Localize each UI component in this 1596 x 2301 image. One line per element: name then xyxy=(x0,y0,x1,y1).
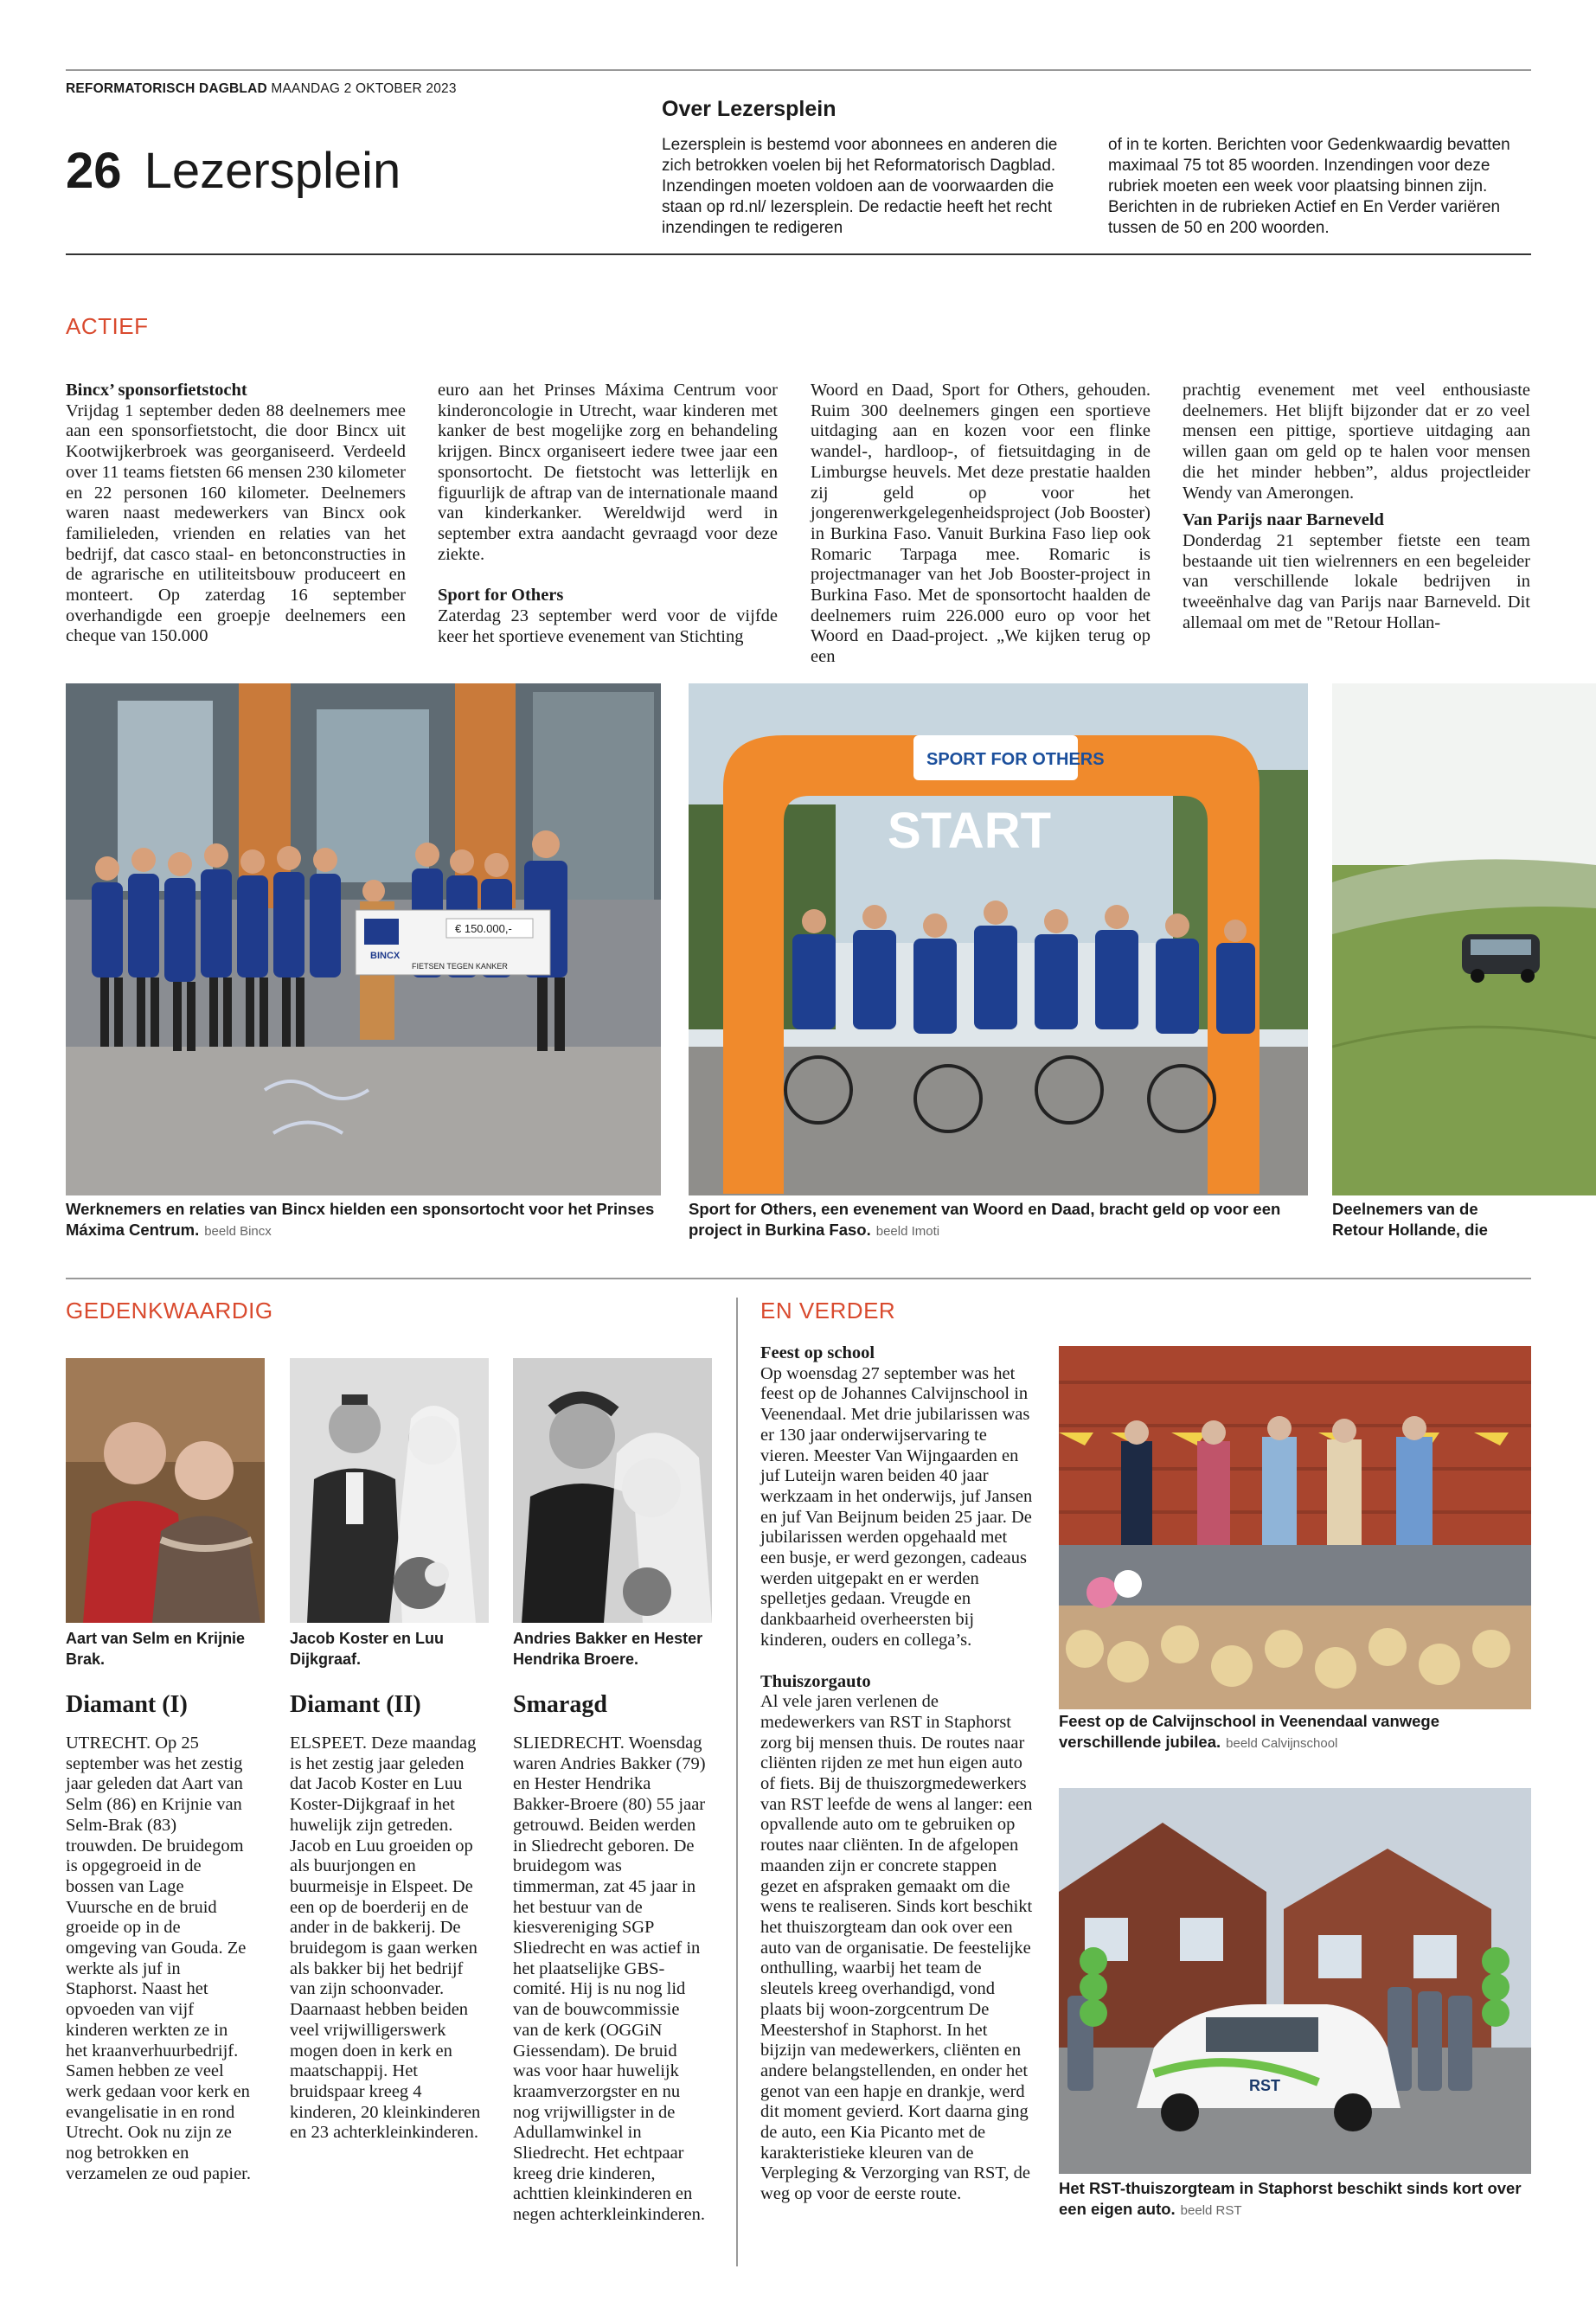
photo-sport-for-others xyxy=(689,683,1308,1195)
article-heading-sport-for-others: Sport for Others xyxy=(438,586,564,606)
banner-start: START xyxy=(888,803,1052,859)
section-divider xyxy=(66,1278,1531,1279)
issue-date: MAANDAG 2 OKTOBER 2023 xyxy=(271,81,457,96)
section-title-en-verder: EN VERDER xyxy=(760,1298,896,1324)
portrait-jacob-luu xyxy=(290,1358,489,1623)
photo-caption-retour-hollande: Deelnemers van de Retour Hollande, die xyxy=(1332,1200,1488,1239)
paper-name: REFORMATORISCH DAGBLAD xyxy=(66,81,267,96)
photo-caption-rst xyxy=(1059,2178,1531,2221)
photo-caption-sport-for-others xyxy=(689,1199,1308,1242)
portrait-caption: Aart van Selm en Krijnie Brak. xyxy=(66,1630,246,1668)
actief-column-1 xyxy=(66,381,406,647)
portrait-caption: Andries Bakker en Hester Hendrika Broere. xyxy=(513,1630,703,1668)
photo-credit: beeld Bincx xyxy=(204,1224,272,1239)
caption-text: Feest op de Calvijnschool in Veenendaal vanwege verschillende jubilea. xyxy=(1059,1712,1440,1751)
article-body: Op woensdag 27 september was het feest op de Johannes Calvijnschool in Veenendaal. Met drie jubilarissen was er 130 jaar onderwijservaring te vieren. Meester Van Wijngaarden en juf Luteijn waren beiden 40 jaar werkzaam in het onderwijs, juf Jansen en juf Van Beijnum beiden 25 jaar. De jubilarissen werden opgehaald met een busje, er werd gezongen, cadeaus werden uitgepakt en er werden spelletjes gedaan. Vreugde en dankbaarheid overheersten bij kinderen, ouders en collega’s. xyxy=(760,1363,1033,1650)
article-body: ELSPEET. Deze maandag is het zestig jaar geleden dat Jacob Koster en Luu Koster-Dijkgraaf in het huwelijk zijn getreden. Jacob en Luu groeiden op als buurjongen en buurmeisje in Elspeet. De een op de boerderij en de ander in de bakkerij. De bruidegom is gaan werken als bakker bij het bedrijf van zijn schoonvader. Daarnaast hebben beiden veel vrijwilligerswerk mogen doen in kerk en maatschappij. Het bruidspaar kreeg 4 kinderen, 20 kleinkinderen en 23 achterkleinkinderen. xyxy=(290,1734,481,2143)
caption-text: Sport for Others, een evenement van Woord en Daad, bracht geld op voor een project in Burkina Faso. xyxy=(689,1200,1281,1239)
masthead-rule xyxy=(66,253,1531,255)
top-rule xyxy=(66,69,1531,71)
article-body: Donderdag 21 september fietste een team bestaande uit tien wielrenners en een begeleider van verschillende lokale bedrijven in tweeënhalve dag van Parijs naar Barneveld. Dit allemaal om met de "Retour Hollan- xyxy=(1183,530,1530,632)
article-heading-feest-op-school: Feest op school xyxy=(760,1343,875,1362)
portrait-andries-hester xyxy=(513,1358,712,1623)
caption-text: Werknemers en relaties van Bincx hielden een sponsortocht voor het Prinses Máxima Centrum. xyxy=(66,1200,655,1239)
portrait-aart-krijnie xyxy=(66,1358,265,1623)
page-number: 26 xyxy=(66,143,122,199)
section-name: Lezersplein xyxy=(144,143,401,199)
section-title-gedenkwaardig: GEDENKWAARDIG xyxy=(66,1298,273,1324)
article-body: SLIEDRECHT. Woensdag waren Andries Bakker (79) en Hester Hendrika Bakker-Broere (80) 55 jaar getrouwd. Beiden werden in Sliedrecht geboren. De bruidegom was timmerman, zat 45 jaar in het bestuur van de kiesvereniging SGP Sliedrecht en was actief in het plaatselijke GBS-comité. Hij is nu nog lid van de bouwcommissie van de kerk (OGGiN Giessendam). De bruid was voor haar huwelijk kraamverzorgster en nu nog vrijwilligster in de Adullamwinkel in Sliedrecht. Het echtpaar kreeg drie kinderen, achttien kleinkinderen en negen achterkleinkinderen. xyxy=(513,1734,706,2225)
en-verder-text-column xyxy=(760,1343,1033,2205)
banner-sport-for-others: SPORT FOR OTHERS xyxy=(926,750,1105,769)
page-heading xyxy=(66,144,401,199)
photo-credit: beeld RST xyxy=(1180,2203,1242,2218)
article-body: prachtig evenement met veel enthousiaste deelnemers. Het blijft bijzonder dat er zo veel mensen een pittige, sportieve uitdaging aan willen gaan om geld op te halen voor mensen die het minder hebben”, aldus projectleider Wendy van Amerongen. xyxy=(1183,381,1530,503)
article-heading-parijs-barneveld: Van Parijs naar Barneveld xyxy=(1183,510,1384,530)
masthead-line xyxy=(66,81,457,97)
photo-retour-hollande xyxy=(1332,683,1596,1195)
car-logo: RST xyxy=(1249,2077,1280,2094)
article-body: euro aan het Prinses Máxima Centrum voor kinderoncologie in Utrecht, waar kinderen met kanker de best mogelijke zorg en behandeling krijgen. Bincx organiseert iedere twee jaar een sponsortocht. De fietstocht was letterlijk en figuurlijk de aftrap van de internationale maand van kinderkanker. Wereldwijd werd in september extra aandacht gevraagd voor deze ziekte. xyxy=(438,381,778,564)
article-heading-diamant-2: Diamant (II) xyxy=(290,1691,421,1718)
section-title-actief: ACTIEF xyxy=(66,313,149,339)
caption-text: Het RST-thuiszorgteam in Staphorst beschikt sinds kort over een eigen auto. xyxy=(1059,2179,1522,2218)
photo-credit: beeld Calvijnschool xyxy=(1226,1736,1338,1751)
article-body: Woord en Daad, Sport for Others, gehouden. Ruim 300 deelnemers gingen een sportieve uitdaging aan en kozen voor een flinke wandel-, hardloop-, of fietsuitdaging in de Limburgse heuvels. Met deze prestatie haalden zij geld op voor het jongerenwerkgelegenheidsproject (Job Booster) in Burkina Faso. Vanuit Burkina Faso liep ook Romaric Tarpaga mee. Romaric is projectmanager van het Job Booster-project in Burkina Faso. Met de sponsortocht haalden de deelnemers ruim 226.000 euro op voor het Woord en Daad-project. „We kijken terug op een xyxy=(811,381,1151,667)
actief-column-4 xyxy=(1183,381,1530,633)
article-body: Vrijdag 1 september deden 88 deelnemers mee aan een sponsorfietstocht, die door Bincx uit Kootwijkerbroek was georganiseerd. Verdeeld over 11 teams fietsten 66 mensen 230 kilometer en 22 personen 160 kilometer. Deelnemers waren naast medewerkers van Bincx ook familieleden, vrienden en relaties van het bedrijf, dat casco staal- en betonconstructies in de agrarische en utiliteitsbouw produceert en monteert. Op zaterdag 16 september overhandigde een groepje deelnemers een cheque van 150.000 xyxy=(66,401,406,646)
cheque-text: FIETSEN TEGEN KANKER xyxy=(412,962,508,971)
actief-column-2 xyxy=(438,381,778,647)
article-heading-thuiszorgauto: Thuiszorgauto xyxy=(760,1671,871,1691)
photo-caption-calvijnschool xyxy=(1059,1711,1531,1754)
photo-calvijnschool xyxy=(1059,1346,1531,1709)
about-text-right: of in te korten. Berichten voor Gedenkwaardig bevatten maximaal 75 tot 85 woorden. Inzendingen voor deze rubriek moeten een week voor plaatsing binnen zijn. Berichten in de rubrieken Actief en En Verder variëren tussen de 50 en 200 woorden. xyxy=(1108,136,1510,237)
cheque-amount: € 150.000,- xyxy=(455,922,512,935)
photo-caption-bincx xyxy=(66,1199,661,1242)
about-text-left: Lezersplein is bestemd voor abonnees en anderen die zich betrokken voelen bij het Reformatorisch Dagblad. Inzendingen moeten voldoen aan de voorwaarden die staan op rd.nl/ lezersplein. De redactie heeft het recht inzendingen te redigeren xyxy=(662,136,1058,237)
column-rule xyxy=(736,1298,738,2266)
photo-rst-auto xyxy=(1059,1788,1531,2174)
cheque-brand: BINCX xyxy=(370,951,401,961)
about-title: Over Lezersplein xyxy=(662,97,836,121)
portrait-caption: Jacob Koster en Luu Dijkgraaf. xyxy=(290,1630,445,1668)
article-heading-diamant-1: Diamant (I) xyxy=(66,1691,188,1718)
article-heading-smaragd: Smaragd xyxy=(513,1691,607,1718)
article-body: Zaterdag 23 september werd voor de vijfde keer het sportieve evenement van Stichting xyxy=(438,606,778,646)
actief-column-3 xyxy=(811,381,1151,668)
article-body: UTRECHT. Op 25 september was het zestig jaar geleden dat Aart van Selm (86) en Krijnie van Selm-Brak (83) trouwden. De bruidegom is opgegroeid in de bossen van Lage Vuursche en de bruid groeide op in de omgeving van Gouda. Ze werkte als juf in Staphorst. Naast het opvoeden van vijf kinderen werkten ze in het kraanverhuurbedrijf. Samen hebben ze veel werk gedaan voor kerk en evangelisatie in en rond Utrecht. Ook nu zijn ze nog betrokken en verzamelen ze oud papier. xyxy=(66,1734,251,2183)
photo-credit: beeld Imoti xyxy=(875,1224,940,1239)
article-body: Al vele jaren verlenen de medewerkers van RST in Staphorst zorg bij mensen thuis. De routes naar cliënten rijden ze met hun eigen auto of fiets. Bij de thuiszorgmedewerkers van RST leefde de wens al langer: een opvallende auto om te gebruiken op routes naar cliënten. In de afgelopen maanden zijn er concrete stappen gezet en afspraken gemaakt om die wens te realiseren. Sinds kort beschikt het thuiszorgteam dan ook over een auto van de organisatie. De feestelijke onthulling, waarbij het team de sleutels kreeg overhandigd, vond plaats bij woon-zorgcentrum De Meestershof in Staphorst. In het bijzijn van medewerkers, cliënten en andere belangstellenden, en onder het genot van een hapje en drankje, werd dit moment gevierd. Kort daarna ging de auto, een Kia Picanto met de karakteristieke kleuren van de Verpleging & Verzorging van RST, de weg op voor de eerste route. xyxy=(760,1692,1033,2204)
photo-bincx-group xyxy=(66,683,661,1195)
article-heading-bincx: Bincx’ sponsorfietstocht xyxy=(66,381,247,400)
